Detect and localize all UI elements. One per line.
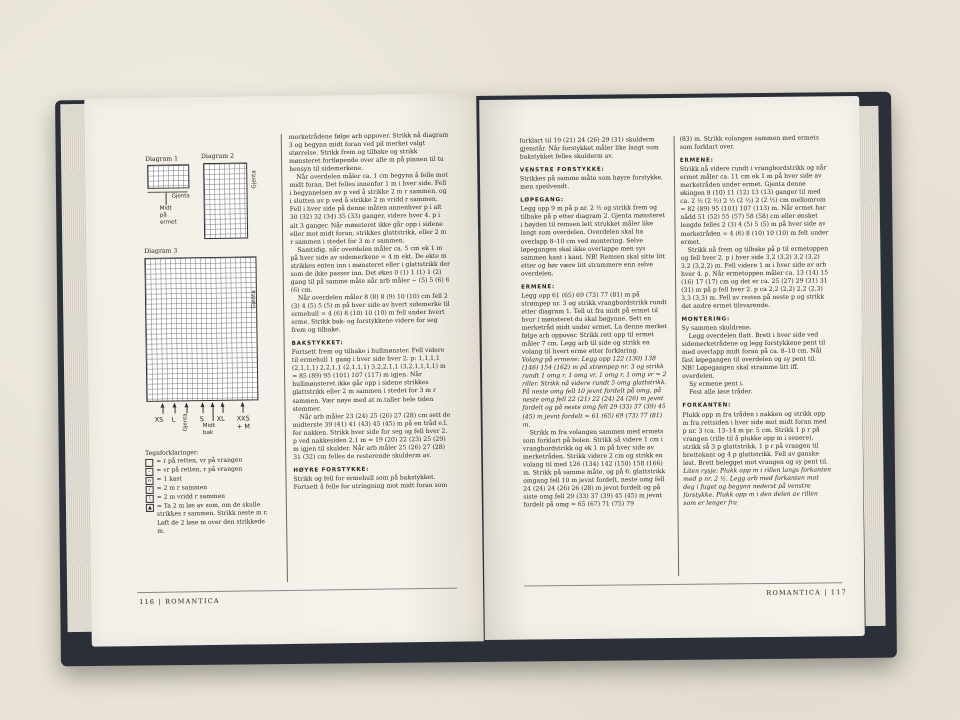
arrow-stem — [174, 408, 175, 414]
section-heading-ermene: ERMENE: — [521, 283, 556, 291]
footer-rule — [137, 588, 457, 593]
paragraph: Legg opp 61 (65) 69 (73) 77 (81) m på strømpep nr. 3 og strikk vrangbordstrikk rundt etter diagram 1. Tell ut fra midt på ermet til hvor i mønsteret du skal begynne. Sett en merketråd midt under ermet. La denne merket følge arb oppover. Strikk rett opp til ermet måler 7 cm. Legg arb til side og strikk en volang til hvert erme etter forklaring. — [521, 291, 668, 356]
right-text-column-1 — [520, 136, 672, 510]
paragraph: Strikk nå frem og tilbake på p til ermetoppen og fell hver 2. p i hver side 3,2 (3,2) 3,2 (3,2) 3,2 (3,2,2) m. Fell videre 1 m i hver side av arb hver 4. p. Når ermetoppen måler ca. 13 (14) 15 (16) 17 (17) cm og det er ca. 25 (27) 29 (31) 31 (31) m på p fell hver 2. p ca 2,2 (2,2) 2,2 (2,3) 3,3 (3,3) m. Fell av resten på neste p og strikk det andre ermet tilsvarende. — [680, 244, 829, 310]
diagram-1-center-label: Midt på ermet — [159, 205, 177, 226]
paragraph: Liten rysje: Plukk opp m i rillen langs forkanten med p nr. 2 ½. Legg arb med forkanten mot deg i fuget og begynn nederst på venstre forstykke. Plukk opp m i den delen av rillen som er lenger fra — [683, 466, 832, 507]
diagram-1-repeat-label: Gjenta — [171, 193, 190, 200]
paragraph: Sy sammen skuldrene. — [681, 324, 752, 332]
section-heading-venstre-forstykke: VENSTRE FORSTYKKE: — [519, 166, 605, 174]
diagram-2-repeat-label: Gjenta — [251, 170, 258, 189]
paragraph: (83) m. Strikk volangen sammen med ermets som forklart over. — [679, 134, 820, 151]
sk2p-symbol-icon: ▲ — [146, 504, 154, 512]
legend-title: Tegnforklaringer: — [145, 449, 199, 457]
center-back-label: Midt bak — [202, 422, 215, 437]
legend-text: = 2 m r sammen — [156, 484, 208, 492]
section-heading-lopegang: LØPEGANG: — [520, 197, 564, 204]
purl-symbol-icon: – — [145, 468, 153, 476]
left-text-column — [289, 132, 454, 492]
paragraph: Strikk m fra volangen sammen med ermets som forklart på bolen. Strikk så videre 1 cm i vrangbordstrikk og ek 1 m på hver side av merketråden. Strikk videre 2 cm og strikk en volang til med 126 (134) 142 (150) 158 (166) m. Strikk på samme måte, og på 6. glattstrikk omgang fell 10 m jevnt fordelt, neste omg fell 24 (24) 24 (26) 26 (28) m jevnt fordelt og på siste omg fell 29 (33) 37 (39) 45 (45) m jevnt fordelt på omg = 65 (67) 71 (75) 79 — [522, 427, 666, 509]
footer-rule — [524, 582, 842, 586]
paragraph: Legg overdelen flatt. Brett i hver side ved sidemerketrådene og legg forstykkene pent til med overlapp midt foran på ca. 8–10 cm. Nål fast løpegangen til overdelen og sy pent til. NB! Løpegangen skal stramme litt iﬀ. overdelen. — [681, 331, 826, 381]
diagram-2-label: Diagram 2 — [200, 152, 235, 161]
knit-symbol-icon — [145, 459, 153, 467]
legend-text: = 2 m vridd r sammen — [156, 493, 226, 501]
size-marker-repeat: Gjenta — [182, 413, 189, 432]
size-marker-xs: XS — [154, 415, 164, 424]
arrow-stem — [222, 407, 223, 413]
diagram-3-grid — [144, 256, 258, 402]
ssk-symbol-icon: \ — [146, 495, 154, 503]
paragraph: Når overdelen måler 8 (8) 8 (9) 10 (10) cm fell 2 (3) 4 (5) 5 (5) m på hver side av hvert sidemerke til ermehull = 4 (6) 8 (10) 10 (10) m fell under hvert erme. Strikk bak- og forstykkene videre for seg frem og tilbake. — [291, 292, 450, 335]
arrow-stem — [242, 407, 243, 413]
arrow-stem — [162, 408, 163, 414]
right-text-column-2 — [680, 134, 832, 508]
section-heading-forkanten: FORKANTEN: — [682, 402, 732, 410]
legend-text: = Ta 2 m løs av som, om de skulle strikkes r sammen. Strikk neste m r. Løft de 2 løse m over den strikkede m. — [156, 501, 268, 535]
paragraph: Sy ermene pent i. — [689, 380, 744, 389]
arrow-stem — [212, 407, 213, 421]
paragraph: Når arb måler 23 (24) 25 (26) 27 (28) cm sett de midterste 39 (41) 41 (43) 45 (45) m på en tråd e.l. for nakken. Strikk hver side for seg og fell hver 2. p ved nakkesiden 2,1 m = 19 (20) 22 (23) 25 (29) m igjen til skulder. Når arb måler 25 (26) 27 (28) 31 (32) cm felles de resterende skulderm av. — [292, 411, 451, 461]
legend-text: = 1 kast — [156, 475, 182, 483]
paragraph: Fest alle løse tråder. — [689, 388, 753, 397]
k2tog-symbol-icon: / — [146, 486, 154, 494]
paragraph: Når overdelen måler ca. 1 cm begynn å felle mot midt foran. Det felles innenfor 1 m i hver side. Fell i begynnelsen av p ved å strikke 2 m r sammen, og i slutten av p ved å strikke 2 m vridd r sammen. Fell i hver side på denne måten annenhver p i alt 30 (32) 32 (34) 35 (33) ganger, videre hver 4. p i alt 3 ganger. Når mønsteret ikke går opp i sidene eller mot midt foran, strikkes glattstrikk, eller 2 m r sammen i stedet for 3 m r sammen. — [289, 171, 448, 246]
column-rule — [281, 134, 288, 582]
paragraph: Strikk nå videre rundt i vrangbordstrikk og når ermet måler ca. 11 cm ek 1 m på hver side av merketråden under ermet. Gjenta denne økingen 8 (10) 11 (12) 13 (13) ganger til med ca. 2 ½ (2 ½) 2 ½ (2 ½) 2 (2 ½) cm mellomrom = 82 (89) 95 (101) 107 (113) m. Når ermet har nådd 51 (52) 55 (57) 58 (58) cm eller ønsket lengde felles 2 (3) 4 (5) 5 (5) m på hver side av merketråden = 4 (6) 8 (10) 10 (10) m felt under ermet. — [679, 164, 829, 246]
yarn-over-symbol-icon: o — [145, 477, 153, 485]
paragraph: Strikk og fell for ermehull som på bakstykket. Fortsett å felle for utringning mot midt foran som — [293, 473, 448, 491]
section-heading-hoyre-forstykke: HØYRE FORSTYKKE: — [293, 466, 370, 474]
section-heading-montering: MONTERING: — [681, 316, 731, 323]
legend-text: = r på retten, vr på vrangen — [156, 456, 243, 465]
page-footer-right: ROMANTICA | 117 — [766, 588, 847, 598]
diagram-1-grid — [147, 164, 189, 189]
diagram-3-label: Diagram 3 — [144, 247, 178, 255]
legend-item — [146, 501, 274, 536]
paragraph: Strikkes på samme måte som høyre forstykke, men speilvendt. — [519, 174, 664, 191]
column-rule — [674, 136, 680, 576]
paragraph: forklart til 19 (21) 24 (26) 29 (31) skulderm gjenstår. Når forstykket måler like langt som bakstykket felles skulderm av. — [519, 136, 659, 161]
page-footer-left: 116 | ROMANTICA — [139, 596, 220, 607]
size-marker-xl: XL — [216, 414, 225, 423]
legend-text: = vr på retten, r på vrangen — [156, 465, 243, 474]
size-marker-s: S — [199, 415, 204, 424]
legend — [145, 448, 274, 536]
diagram-1-label: Diagram 1 — [144, 155, 179, 163]
paragraph: Samtidig, når overdelen måler ca. 5 cm ek 1 m på hver side av sidemerkene = 4 m ekt. De ekte m strikkes enten inn i mønsteret eller i glattstrikk der som de ikke passer inn. Det økes 0 (1) 1 (1) 1 (2) gang til på samme måte når arb måler ~ (5) 5 (6) 6 (6) cm. — [290, 244, 451, 294]
paragraph: Plukk opp m fra tråden i nakken og strikk opp m fra rettsiden i hver side mot midt foran med p nr. 3 (ca. 13–14 m pr. 5 cm. Strikk 1 p r på vrangen (rille til å plukke opp m i senere), strikk så 3 p glattstrikk, 1 p r på vrangen til brettekant og 4 p glattstrikk. Fell av ganske løst. Brett belegget mot vrangen og sy pent til. — [682, 409, 829, 467]
diagram-1-arrow — [166, 193, 167, 205]
paragraph: merketrådene følge arb oppover. Strikk nå diagram 3 og begynn midt foran ved pil merket valgt størrelse. Strikk frem og tilbake og strikk mønsteret fortløpende over alle m på pinnen til ta hensyn til sidemerkene. — [288, 131, 449, 174]
size-marker-l: L — [171, 415, 176, 424]
section-heading-bakstykket: BAKSTYKKET: — [291, 340, 344, 348]
arrow-stem — [202, 407, 203, 413]
diagram-2-grid — [203, 162, 248, 239]
section-heading-ermene-2: ERMENE: — [679, 157, 714, 165]
paragraph: Fortsett frem og tilbake i hullmønster. Fell videre til ermehull 1 gang i hver side hver 2. p: 1,1,1,1 (2,1,1,1) 2,2,1,1 (2,1,1,1) 3,2,2,1,1 (3,2,1,1,1,1) m = 85 (89) 95 (101) 107 (117) m igjen. Når hullmønsteret ikke går opp i sidene strikkes glattstrikk eller 2 m sammen i stedet for 3 m r sammen. Vær nøye med at m.taller hele tiden stemmer. — [291, 346, 446, 413]
diagram-3-repeat-label: Gjenta — [250, 290, 258, 309]
right-page — [479, 96, 865, 640]
paragraph: Volang på ermene: Legg opp 122 (130) 138 (146) 154 (162) m på strømpep nr. 3 og strikk rundt 1 omg r, 1 omg vr, 1 omg r, 1 omg vr = 2 riller. Strikk nå videre rundt 5 omg glattstrikk. På neste omg fell 10 jevnt fordelt på omg, på neste omg fell 22 (21) 22 (24) 24 (26) m jevnt fordelt og på neste omg fell 29 (33) 37 (39) 45 (45) m jevnt fordelt = 61 (65) 69 (73) 77 (81) m. — [521, 355, 667, 429]
size-marker-xxs-m: XXS + M — [236, 414, 250, 431]
left-page — [84, 93, 484, 646]
paragraph: Legg opp 9 m på p nr. 2 ½ og strikk frem og tilbake på p etter diagram 2. Gjenta mønsteret i høyden til remsen lett strukket måler like langt som overdelen. Overdelen skal ha overlapp 8–10 cm ved montering. Selve løpegangen skal ikke overlappe men sys sammen kant i kant. NB! Remsen skal sitte litt etter og bør være litt strammere enn selve overdelen. — [520, 204, 666, 278]
